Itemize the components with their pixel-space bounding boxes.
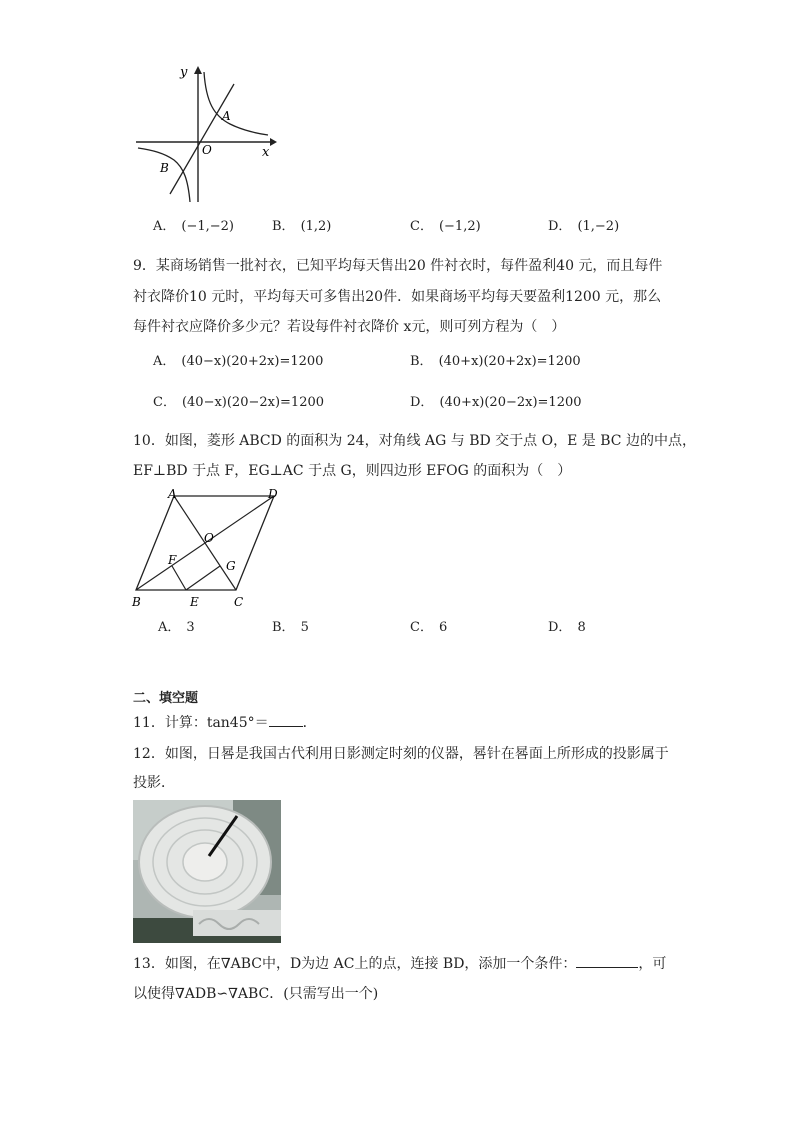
q8-option-d[interactable]: D． (1,−2) <box>548 219 620 234</box>
point-a-label: A <box>222 109 231 123</box>
q12-line-1: 12．如图，日晷是我国古代利用日影测定时刻的仪器，晷针在晷面上所形成的投影属于 <box>133 746 669 762</box>
q9-option-b[interactable]: B． (40+x)(20+2x)=1200 <box>410 354 581 369</box>
q8-option-a[interactable]: A． (−1,−2) <box>153 219 234 234</box>
q9-line-3: 每件衬衣应降价多少元？若设每件衬衣降价 x元，则可列方程为（ ） <box>133 319 566 335</box>
q9-line-1: 9．某商场销售一批衬衣，已知平均每天售出20 件衬衣时，每件盈利40 元，而且每件 <box>133 258 663 274</box>
segment-ef <box>172 566 186 590</box>
q9-line-2: 衬衣降价10 元时，平均每天可多售出20件．如果商场平均每天要盈利1200 元，那么 <box>133 289 662 305</box>
y-axis-label: y <box>180 65 188 80</box>
q10-option-a[interactable]: A． 3 <box>158 620 195 635</box>
q9-option-c[interactable]: C． (40−x)(20−2x)=1200 <box>153 395 325 410</box>
hyperbola-branch-third-quadrant <box>138 148 190 202</box>
q8-option-c[interactable]: C． (−1,2) <box>410 219 481 234</box>
q9-option-d[interactable]: D． (40+x)(20−2x)=1200 <box>410 395 582 410</box>
y-axis-arrow <box>194 66 202 74</box>
linear-function-line <box>170 84 234 194</box>
q8-option-b[interactable]: B． (1,2) <box>272 219 332 234</box>
q10-option-c[interactable]: C． 6 <box>410 620 448 635</box>
q9-option-a[interactable]: A． (40−x)(20+2x)=1200 <box>153 354 324 369</box>
label-c: C <box>234 595 244 609</box>
q10-option-b[interactable]: B． 5 <box>272 620 309 635</box>
label-d: D <box>268 487 278 501</box>
segment-eg <box>186 566 220 590</box>
q10-line-2: EF⊥BD 于点 F，EG⊥AC 于点 G，则四边形 EFOG 的面积为（ ） <box>133 463 572 479</box>
label-g: G <box>226 559 236 573</box>
section-title-fill-in: 二、填空题 <box>133 691 199 706</box>
x-axis-arrow <box>270 138 277 146</box>
q13-line-2: 以使得∇ADB∽∇ABC．(只需写出一个) <box>133 986 379 1002</box>
label-a: A <box>168 487 177 501</box>
origin-label: O <box>202 143 212 157</box>
rhombus-figure <box>128 484 288 610</box>
label-b: B <box>132 595 141 609</box>
hyperbola-branch-first-quadrant <box>204 72 268 135</box>
q13-line-1: 13．如图，在∇ABC中，D为边 AC上的点，连接 BD，添加一个条件： ，可 <box>133 953 666 974</box>
label-o: O <box>204 531 214 545</box>
q11-answer-blank[interactable] <box>269 712 303 727</box>
point-b-label: B <box>160 161 169 175</box>
label-f: F <box>168 553 177 567</box>
hyperbola-graph <box>130 62 280 207</box>
label-e: E <box>190 595 199 609</box>
sundial-photo <box>133 800 281 943</box>
q10-option-d[interactable]: D． 8 <box>548 620 586 635</box>
x-axis-label: x <box>262 145 270 160</box>
q13-answer-blank[interactable] <box>576 953 638 968</box>
q12-line-2: 投影． <box>133 775 175 791</box>
q11: 11．计算：tan45°＝ ． <box>133 712 317 733</box>
q10-line-1: 10．如图，菱形 ABCD 的面积为 24，对角线 AG 与 BD 交于点 O，E 是 BC 边的中点， <box>133 433 696 449</box>
